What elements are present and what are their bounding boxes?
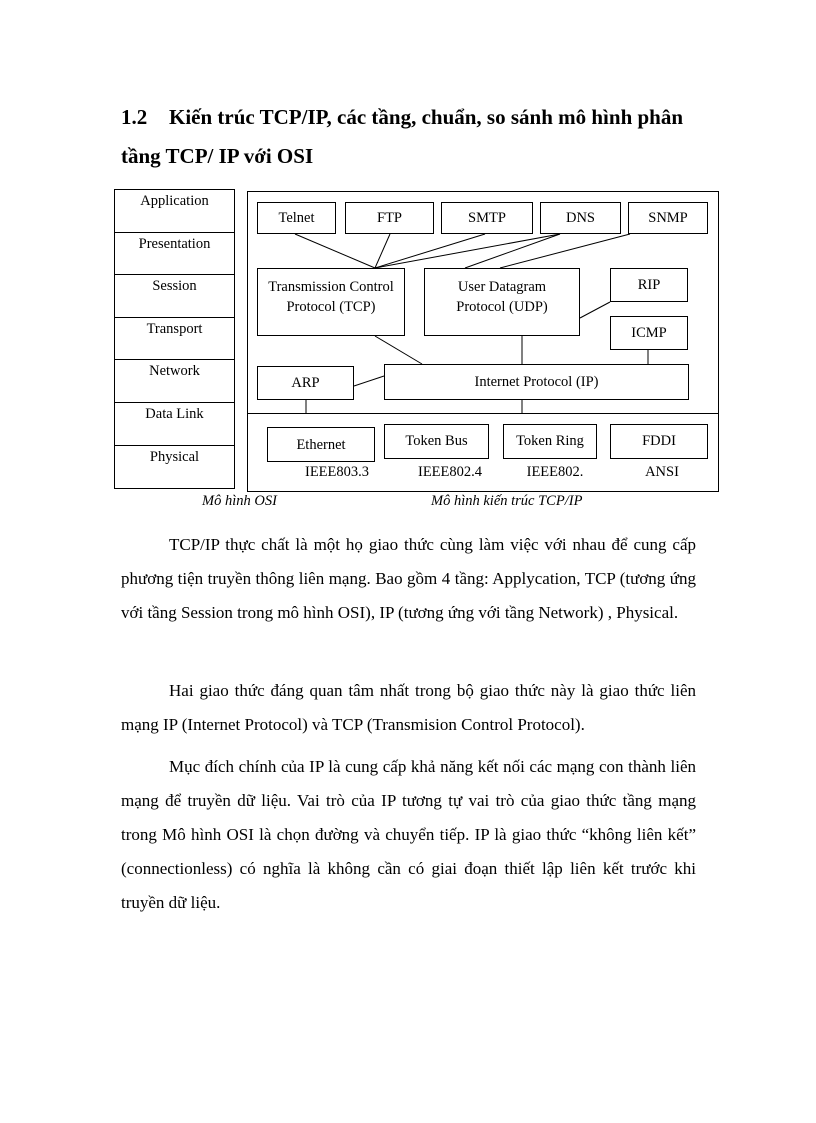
standard-ieee803-3: IEEE803.3 [304,464,370,480]
section-number: 1.2 [121,105,148,129]
protocol-ftp: FTP [345,202,434,234]
protocol-tcp: Transmission Control Protocol (TCP) [257,268,405,336]
protocol-rip: RIP [610,268,688,302]
standard-ieee802-4: IEEE802.4 [417,464,483,480]
osi-layer-session: Session [115,275,234,318]
osi-layer-physical: Physical [149,448,200,465]
protocol-dns: DNS [540,202,621,234]
protocol-telnet: Telnet [257,202,336,234]
tcpip-caption: Mô hình kiến trúc TCP/IP [431,493,583,509]
physical-token-bus: Token Bus [384,424,489,459]
protocol-smtp: SMTP [441,202,533,234]
physical-fddi: FDDI [610,424,708,459]
tcp-ip-link [375,336,422,364]
osi-layer-transport: Transport [115,318,234,361]
osi-layer-application: Application [115,190,234,233]
standard-ieee802: IEEE802. [526,464,584,480]
protocol-icmp: ICMP [610,316,688,350]
protocol-udp: User Datagram Protocol (UDP) [424,268,580,336]
paragraph-2 [121,674,696,742]
protocol-arp: ARP [257,366,354,400]
paragraph-3-text: Mục đích chính của IP là cung cấp khả năng kết nối các mạng con thành liên mạng để truyền dữ liệu. Vai trò của IP tương tự vai trò của giao thức tầng mạng trong Mô hình OSI là chọn đường và chuyển tiếp. IP là giao thức “không liên kết” (connectionless) có nghĩa là không cần có giai đoạn thiết lập liên kết trước khi truyền dữ liệu. [121,757,696,912]
section-title: Kiến trúc TCP/IP, các tầng, chuẩn, so sánh mô hình phân tầng TCP/ IP với OSI [121,105,684,168]
paragraph-2-text: Hai giao thức đáng quan tâm nhất trong bộ giao thức này là giao thức liên mạng IP (Internet Protocol) và TCP (Transmision Control Protocol). [121,681,696,734]
paragraph-1-text: TCP/IP thực chất là một họ giao thức cùng làm việc với nhau để cung cấp phương tiện truyền thông liên mạng. Bao gồm 4 tầng: Applycation, TCP (tương ứng với tầng Session trong mô hình OSI), IP (tương ứng với tầng Network) , Physical. [121,535,696,622]
osi-layer-data-link: Data Link [115,403,234,446]
arp-ip-link [354,376,384,386]
osi-layer-presentation: Presentation [115,233,234,276]
telnet-tcp-link [295,234,375,268]
protocol-ip: Internet Protocol (IP) [384,364,689,400]
rip-udp-link [580,302,610,318]
snmp-udp-link [500,234,630,268]
standard-ansi: ANSI [645,464,679,480]
physical-ethernet: Ethernet [267,427,375,462]
osi-layer-network: Network [115,360,234,403]
paragraph-3 [121,750,696,920]
osi-caption: Mô hình OSI [202,493,277,509]
protocol-snmp: SNMP [628,202,708,234]
paragraph-1 [121,528,696,630]
dns-udp-link [465,234,560,268]
physical-token-ring: Token Ring [503,424,597,459]
ftp-tcp-link [375,234,390,268]
